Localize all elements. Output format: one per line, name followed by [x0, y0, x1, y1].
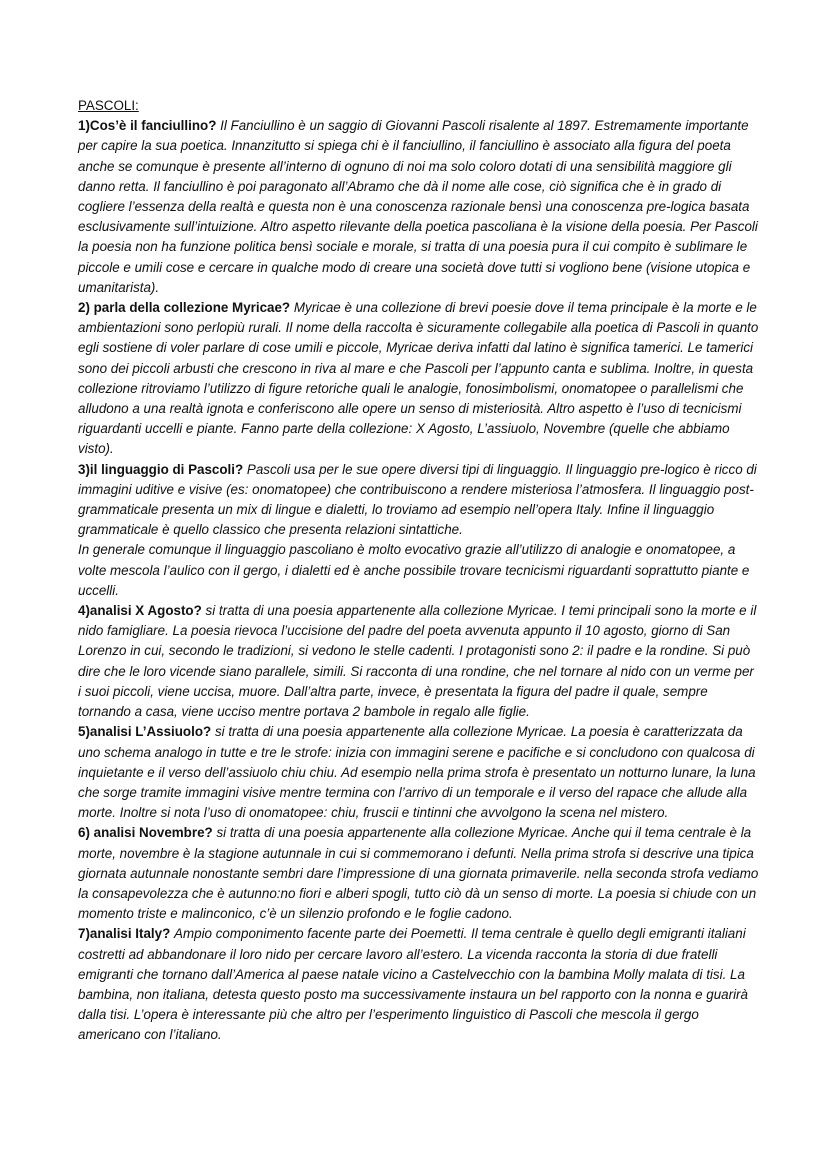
question-3: 3)il linguaggio di Pascoli?	[78, 461, 244, 477]
answer-2: Myricae è una collezione di brevi poesie dove il tema principale è la morte e le ambientazioni sono perlopiù rurali. Il nome della raccolta è sicuramente collegabile alla poetica di Pascoli in quanto egli sostiene di voler parlare di cose umili e piccole, Myricae deriva infatti dal latino è significa tamerici. Le tamerici sono dei piccoli arbusti che crescono in riva al mare e che Pascoli per l’appunto canta e sublima. Inoltre, in questa collezione ritroviamo l’utilizzo di figure retoriche quali le analogie, fonosimbolismi, onomatopee o parallelismi che alludono a una realtà ignota e conferiscono alle opere un senso di misteriosità. Altro aspetto è l’uso di tecnicismi riguardanti uccelli e piante. Fanno parte della collezione: X Agosto, L’assiuolo, Novembre (quelle che abbiamo visto).	[78, 300, 759, 457]
page-title: PASCOLI:	[78, 98, 139, 113]
question-7: 7)analisi Italy?	[78, 926, 171, 942]
answer-5: si tratta di una poesia appartenente alla collezione Myricae. La poesia è caratterizzata da uno schema analogo in tutte e tre le strofe: inizia con immagini serene e pacifiche e si concludono con qualcosa di inquietante e il verso dell’assiuolo chiu chiu. Ad esempio nella prima strofa è presentato un notturno lunare, la luna che sorge tramite immagini visive mentre termina con l’arrivo di un temporale e il verso del rapace che allude alla morte. Inoltre si nota l’uso di onomatopee: chiu, fruscii e tintinni che avvolgono la scena nel mistero.	[78, 724, 756, 821]
question-5: 5)analisi L’Assiuolo?	[78, 724, 212, 740]
section-italy	[78, 924, 760, 1045]
answer-7: Ampio componimento facente parte dei Poemetti. Il tema centrale è quello degli emigranti italiani costretti ad abbandonare il loro nido per cercare lavoro all’estero. La vicenda racconta la storia di due fratelli emigranti che tornano dall’America al paese natale vicino a Castelvecchio con la bambina Molly malata di tisi. La bambina, non italiana, detesta questo posto ma successivamente instaura un bel rapporto con la nonna e guarirà dalla tisi. L’opera è interessante più che altro per l’esperimento linguistico di Pascoli che mescola il gergo americano con l’italiano.	[78, 926, 748, 1043]
section-fanciullino	[78, 116, 760, 298]
question-6: 6) analisi Novembre?	[78, 825, 213, 841]
answer-3-extra: In generale comunque il linguaggio pascoliano è molto evocativo grazie all’utilizzo di analogie e onomatopee, a volte mescola l’aulico con il gergo, i dialetti ed è anche possibile trovare tecnicismi riguardanti soprattutto piante e uccelli.	[78, 542, 750, 598]
answer-4: si tratta di una poesia appartenente alla collezione Myricae. I temi principali sono la morte e il nido famigliare. La poesia rievoca l’uccisione del padre del poeta avvenuta appunto il 10 agosto, giorno di San Lorenzo in cui, secondo le tradizioni, si vedono le stelle cadenti. I protagonisti sono 2: il padre e la rondine. Si può dire che le loro vicende siano parallele, simili. Si racconta di una rondine, che nel tornare al nido con un verme per i suoi piccoli, viene uccisa, muore. Dall’altra parte, invece, è presentata la figura del padre il quale, sempre tornando a casa, viene ucciso mentre portava 2 bambole in regalo alle figlie.	[78, 603, 757, 720]
question-2: 2) parla della collezione Myricae?	[78, 300, 291, 316]
section-myricae	[78, 298, 760, 460]
answer-1: Il Fanciullino è un saggio di Giovanni Pascoli risalente al 1897. Estremamente importante per capire la sua poetica. Innanzitutto si spiega chi è il fanciullino, il fanciullino è associato alla figura del poeta anche se comunque è presente all’interno di ognuno di noi ma solo coloro dotati di una sensibilità maggiore gli danno retta. Il fanciullino è poi paragonato all’Abramo che dà il nome alle cose, ciò significa che è in grado di cogliere l’essenza della realtà e questa non è una conoscenza razionale bensì una conoscenza pre-logica basata esclusivamente sull’intuizione. Altro aspetto rilevante della poetica pascoliana è la visione della poesia. Per Pascoli la poesia non ha funzione politica bensì sociale e morale, si tratta di una poesia pura il cui compito è sublimare le piccole e umili cose e cercare in qualche modo di creare una società dove tutti si vogliono bene (visione utopica e umanitarista).	[78, 118, 758, 295]
question-4: 4)analisi X Agosto?	[78, 603, 202, 619]
section-assiuolo	[78, 722, 760, 823]
section-x-agosto	[78, 601, 760, 722]
document-page	[78, 96, 760, 1046]
question-1: 1)Cos’è il fanciullino?	[78, 118, 217, 134]
section-novembre	[78, 823, 760, 924]
answer-3: Pascoli usa per le sue opere diversi tipi di linguaggio. Il linguaggio pre-logico è ricco di immagini uditive e visive (es: onomatopee) che contribuiscono a rendere misteriosa l’atmosfera. Il linguaggio post-grammaticale presenta un mix di lingue e dialetti, lo troviamo ad esempio nell’opera Italy. Infine il linguaggio grammaticale è quello classico che presenta relazioni sintattiche.	[78, 461, 757, 538]
answer-6: si tratta di una poesia appartenente alla collezione Myricae. Anche qui il tema centrale è la morte, novembre è la stagione autunnale in cui si commemorano i defunti. Nella prima strofa si descrive una tipica giornata autunnale nonostante sembri dare l’impressione di una giornata primaverile. nella seconda strofa vediamo la consapevolezza che è autunno:no fiori e alberi spogli, tutto ciò dà un senso di morte. La poesia si chiude con un momento triste e malinconico, c’è un silenzio profondo e le foglie cadono.	[78, 825, 759, 922]
section-linguaggio	[78, 460, 760, 541]
